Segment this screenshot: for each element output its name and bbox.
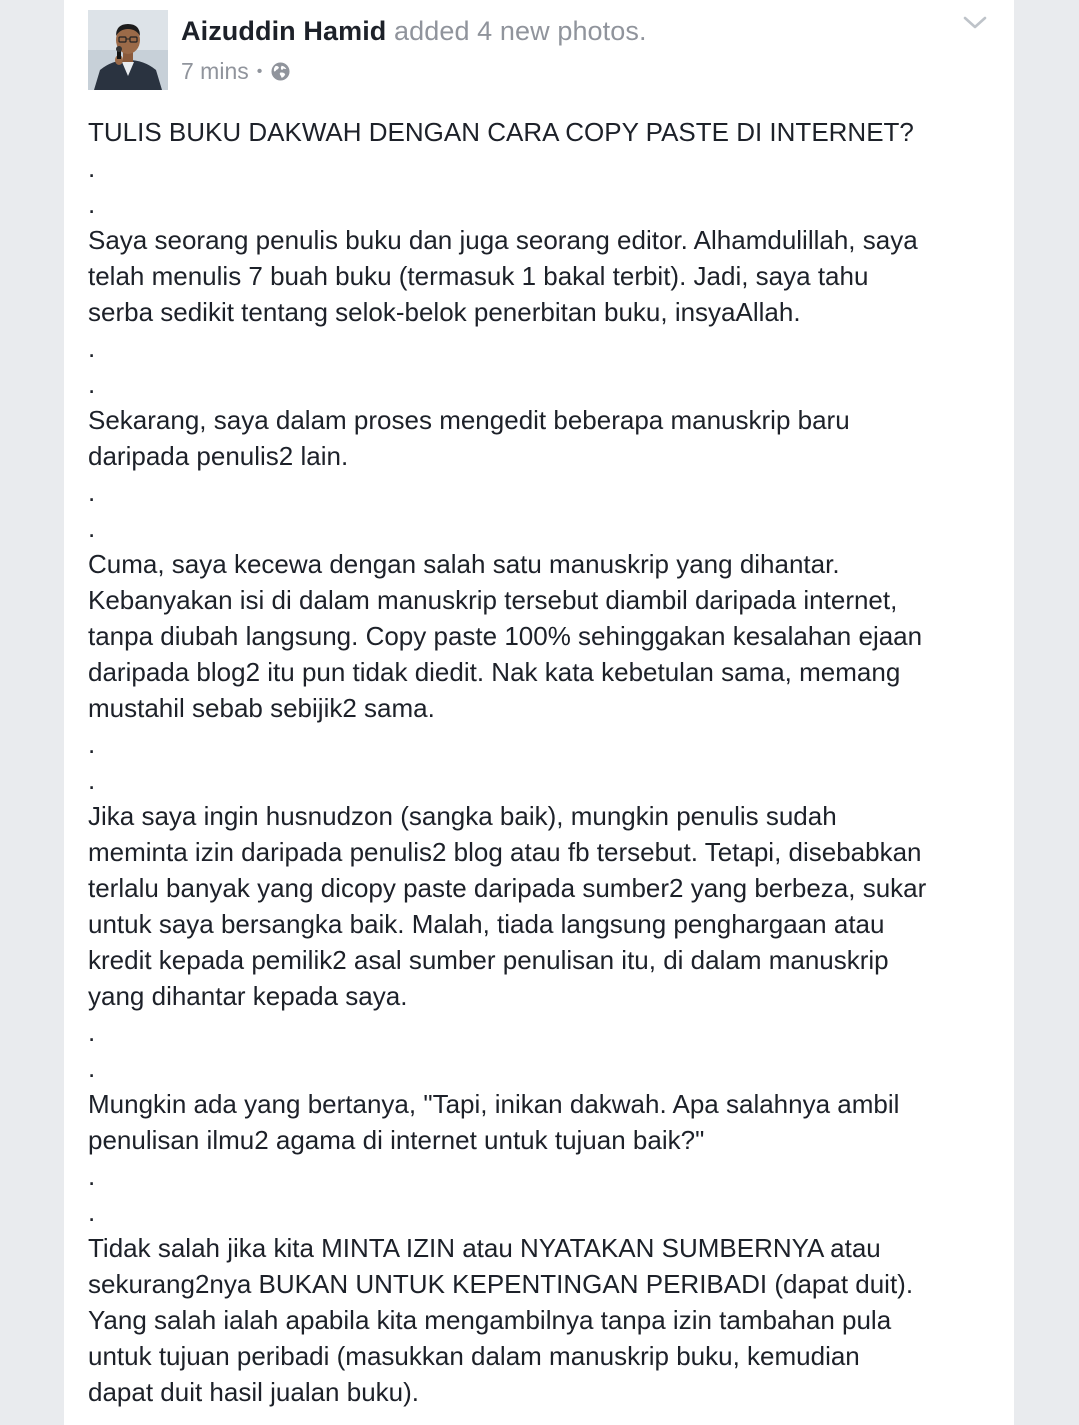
post-text-line: TULIS BUKU DAKWAH DENGAN CARA COPY PASTE DI INTERNET? (88, 117, 914, 147)
post-text-line: . (88, 1017, 96, 1047)
post-text-line: . (88, 333, 96, 363)
post-text-line: sekurang2nya BUKAN UNTUK KEPENTINGAN PERIBADI (dapat duit). (88, 1269, 914, 1299)
post-text-line: terlalu banyak yang dicopy paste daripada sumber2 yang berbeza, sukar (88, 873, 927, 903)
post-text (88, 114, 998, 1410)
post-timestamp[interactable]: 7 mins (181, 58, 249, 84)
globe-icon[interactable] (270, 61, 291, 82)
post-text-line: Jika saya ingin husnudzon (sangka baik), mungkin penulis sudah (88, 801, 837, 831)
post-text-line: . (88, 477, 96, 507)
post-text-line: dapat duit hasil jualan buku). (88, 1377, 420, 1407)
post-text-line: . (88, 729, 96, 759)
post-text-line: Sekarang, saya dalam proses mengedit beberapa manuskrip baru (88, 405, 850, 435)
post-text-line: Cuma, saya kecewa dengan salah satu manuskrip yang dihantar. (88, 549, 840, 579)
post-text-line: . (88, 189, 96, 219)
post-header-line (181, 16, 647, 47)
post-text-line: kredit kepada pemilik2 asal sumber penulisan itu, di dalam manuskrip (88, 945, 889, 975)
post-text-line: daripada blog2 itu pun tidak diedit. Nak kata kebetulan sama, memang (88, 657, 901, 687)
chevron-down-icon[interactable] (962, 12, 988, 32)
post-action-text: added 4 new photos. (386, 16, 647, 46)
post-text-line: Kebanyakan isi di dalam manuskrip tersebut diambil daripada internet, (88, 585, 898, 615)
post-text-line: yang dihantar kepada saya. (88, 981, 408, 1011)
post-text-line: telah menulis 7 buah buku (termasuk 1 bakal terbit). Jadi, saya tahu (88, 261, 869, 291)
post-text-line: untuk tujuan peribadi (masukkan dalam manuskrip buku, kemudian (88, 1341, 860, 1371)
post-text-line: . (88, 513, 96, 543)
post-meta (181, 58, 291, 85)
post-text-line: Yang salah ialah apabila kita mengambilnya tanpa izin tambahan pula (88, 1305, 892, 1335)
post-text-line: . (88, 369, 96, 399)
post-text-line: . (88, 1197, 96, 1227)
post-text-line: serba sedikit tentang selok-belok penerbitan buku, insyaAllah. (88, 297, 801, 327)
post-text-line: daripada penulis2 lain. (88, 441, 349, 471)
post-text-line: . (88, 765, 96, 795)
author-avatar[interactable] (88, 10, 168, 90)
post-text-line: Tidak salah jika kita MINTA IZIN atau NYATAKAN SUMBERNYA atau (88, 1233, 881, 1263)
post-text-line: untuk saya bersangka baik. Malah, tiada langsung penghargaan atau (88, 909, 885, 939)
meta-separator: • (256, 62, 263, 80)
post-text-line: . (88, 153, 96, 183)
post-text-line: Mungkin ada yang bertanya, "Tapi, inikan dakwah. Apa salahnya ambil (88, 1089, 900, 1119)
post-text-line: . (88, 1053, 96, 1083)
post-text-line: mustahil sebab sebijik2 sama. (88, 693, 435, 723)
post-text-line: meminta izin daripada penulis2 blog atau fb tersebut. Tetapi, disebabkan (88, 837, 922, 867)
post-text-line: . (88, 1161, 96, 1191)
author-name[interactable]: Aizuddin Hamid (181, 16, 387, 46)
post-text-line: tanpa diubah langsung. Copy paste 100% sehinggakan kesalahan ejaan (88, 621, 923, 651)
profile-photo (88, 10, 168, 90)
post-text-line: penulisan ilmu2 agama di internet untuk tujuan baik?" (88, 1125, 705, 1155)
post-card (64, 0, 1014, 1425)
post-text-line: Saya seorang penulis buku dan juga seorang editor. Alhamdulillah, saya (88, 225, 918, 255)
